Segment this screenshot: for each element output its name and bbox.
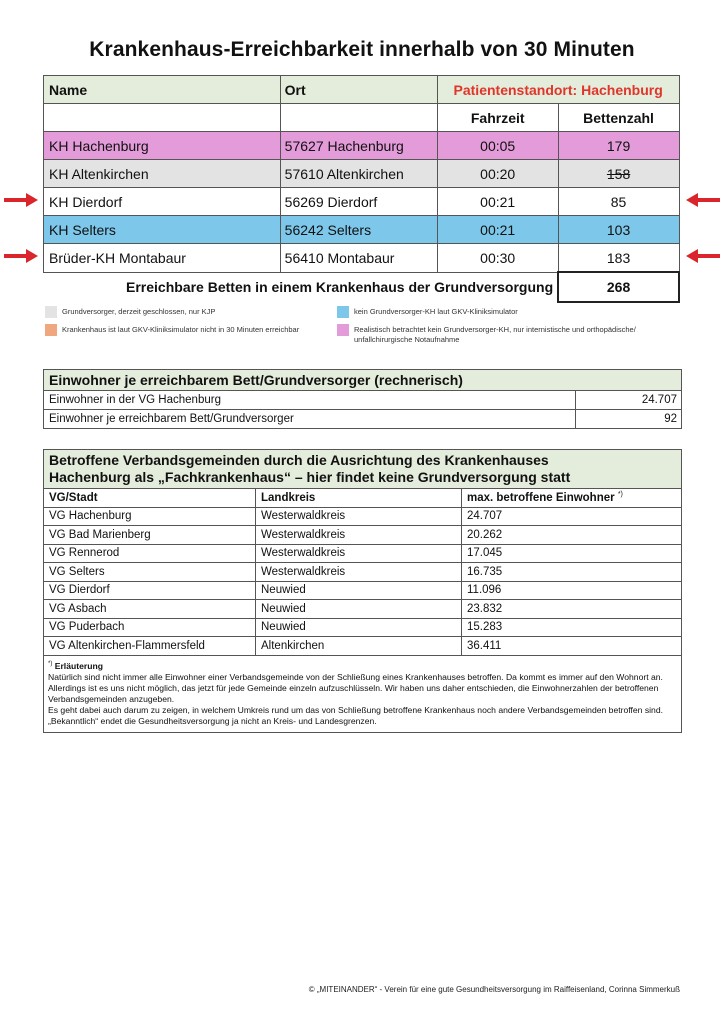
table-row [44, 637, 681, 655]
residents-per-bed-label: Einwohner je erreichbarem Bett/Grundversorger [44, 410, 576, 429]
arrow-left-icon [686, 249, 720, 263]
vg-name: VG Puderbach [44, 618, 256, 637]
note-paragraph-2: Es geht dabei auch darum zu zeigen, in welchem Umkreis rund um das von Schließung betroffene Krankenhaus noch andere Verbandsgemeinden betroffen sind. „Bekanntlich“ endet die Gesundheitsversorgung ja nicht an Kreis- und Landesgrenzen. [48, 705, 663, 727]
table-row [44, 581, 681, 600]
hospital-ort: 56410 Montabaur [280, 244, 437, 273]
residents: 16.735 [462, 563, 682, 582]
legend-blue-text: kein Grundversorger-KH laut GKV-Kliniksimulator [354, 307, 518, 316]
hospital-ort: 57627 Hachenburg [280, 132, 437, 160]
affected-vg-header [44, 450, 681, 489]
residents: 23.832 [462, 600, 682, 619]
legend-swatch-orange [45, 324, 57, 336]
legend-swatch-pink [337, 324, 349, 336]
landkreis: Westerwaldkreis [256, 526, 462, 545]
travel-time: 00:20 [437, 160, 558, 188]
landkreis: Westerwaldkreis [256, 507, 462, 526]
patient-location-header: Patientenstandort: Hachenburg [437, 76, 679, 104]
table-row [44, 244, 680, 273]
vg-name: VG Hachenburg [44, 507, 256, 526]
travel-time: 00:21 [437, 188, 558, 216]
table-row [44, 507, 681, 526]
bed-count: 85 [558, 188, 679, 216]
legend-pink-text: Realistisch betrachtet kein Grundversorger-KH, nur internistische und orthopädische/ unfallchirurgische Notaufnahme [354, 325, 636, 344]
legend-orange-text: Krankenhaus ist laut GKV-Kliniksimulator nicht in 30 Minuten erreichbar [62, 325, 300, 334]
hospital-ort: 57610 Altenkirchen [280, 160, 437, 188]
note-paragraph-1: Natürlich sind nicht immer alle Einwohner einer Verbandsgemeinde von der Schließung eines Krankenhauses betroffen. Da kommt es immer auf den Wohnort an. Allerdings ist es uns nicht möglich, das jetzt für jede Gemeinde einzeln aufzuschlüsseln. Wir haben uns daher entschieden, die Einwohnerzahlen der betroffenen Verbandsgemeinden anzugeben. [48, 671, 663, 704]
hospital-name: KH Hachenburg [44, 132, 281, 160]
affected-vg-box [43, 449, 682, 733]
total-label: Erreichbare Betten in einem Krankenhaus der Grundversorgung [126, 279, 554, 296]
table-row [44, 544, 681, 563]
residents: 36.411 [462, 637, 682, 655]
footnote-mark: *) [617, 491, 623, 499]
landkreis: Westerwaldkreis [256, 563, 462, 582]
residents-per-bed-header: Einwohner je erreichbarem Bett/Grundversorger (rechnerisch) [44, 370, 681, 391]
residents: 11.096 [462, 581, 682, 600]
vg-name: VG Dierdorf [44, 581, 256, 600]
col-vg-header: VG/Stadt [49, 491, 98, 504]
table-row [44, 391, 681, 410]
col-betten-header: Bettenzahl [558, 104, 679, 132]
table-row [44, 526, 681, 545]
hospital-name: KH Selters [44, 216, 281, 244]
table-header-row [44, 76, 680, 104]
table-row [44, 160, 680, 188]
col-einw-header [462, 489, 682, 507]
hospital-table [43, 75, 680, 303]
bed-count-struck: 158 [606, 165, 631, 182]
col-ort-header: Ort [280, 76, 437, 104]
col-kreis-header: Landkreis [256, 489, 462, 507]
footer-copyright: © „MITEINANDER“ - Verein für eine gute Gesundheitsversorgung im Raiffeisenland, Corinna Simmerkuß [308, 985, 680, 994]
table-subheader-row [44, 104, 680, 132]
landkreis: Westerwaldkreis [256, 544, 462, 563]
travel-time: 00:05 [437, 132, 558, 160]
table-row [44, 132, 680, 160]
vg-name: VG Bad Marienberg [44, 526, 256, 545]
bed-count: 179 [558, 132, 679, 160]
note-title: Erläuterung [54, 660, 103, 671]
table-row [44, 410, 681, 429]
residents-per-bed-value: 92 [576, 410, 682, 429]
table-header-row [44, 489, 681, 507]
note-mark: *) [48, 660, 53, 667]
hospital-name: KH Dierdorf [44, 188, 281, 216]
residents-value: 24.707 [576, 391, 682, 410]
residents: 17.045 [462, 544, 682, 563]
bed-count: 103 [558, 216, 679, 244]
hospital-name: Brüder-KH Montabaur [44, 244, 281, 273]
table-row [44, 188, 680, 216]
affected-vg-header-line1: Betroffene Verbandsgemeinden durch die Ausrichtung des Krankenhauses [49, 452, 549, 468]
landkreis: Altenkirchen [256, 637, 462, 655]
explanation-note [44, 655, 681, 732]
total-row [44, 272, 680, 302]
total-value: 268 [558, 272, 679, 302]
table-row [44, 618, 681, 637]
travel-time: 00:30 [437, 244, 558, 273]
affected-vg-table [44, 489, 681, 655]
vg-name: VG Rennerod [44, 544, 256, 563]
col-fahrzeit-header: Fahrzeit [437, 104, 558, 132]
legend-swatch-blue [337, 306, 349, 318]
hospital-ort: 56269 Dierdorf [280, 188, 437, 216]
hospital-name: KH Altenkirchen [44, 160, 281, 188]
landkreis: Neuwied [256, 618, 462, 637]
residents: 24.707 [462, 507, 682, 526]
vg-name: VG Selters [44, 563, 256, 582]
travel-time: 00:21 [437, 216, 558, 244]
arrow-right-icon [4, 249, 38, 263]
residents-per-bed-box [43, 369, 682, 429]
hospital-ort: 56242 Selters [280, 216, 437, 244]
table-row [44, 216, 680, 244]
page-title: Krankenhaus-Erreichbarkeit innerhalb von 30 Minuten [89, 38, 635, 61]
legend-swatch-grey [45, 306, 57, 318]
residents: 15.283 [462, 618, 682, 637]
col-einw-label: max. betroffene Einwohner [467, 492, 615, 505]
residents-per-bed-table [44, 391, 681, 428]
arrow-right-icon [4, 193, 38, 207]
vg-name: VG Asbach [44, 600, 256, 619]
residents: 20.262 [462, 526, 682, 545]
table-row [44, 563, 681, 582]
legend-grey-text: Grundversorger, derzeit geschlossen, nur KJP [62, 307, 216, 316]
residents-label: Einwohner in der VG Hachenburg [49, 394, 221, 406]
bed-count: 183 [558, 244, 679, 273]
landkreis: Neuwied [256, 600, 462, 619]
col-name-header: Name [44, 76, 281, 104]
vg-name: VG Altenkirchen-Flammersfeld [44, 637, 256, 655]
table-row [44, 600, 681, 619]
landkreis: Neuwied [256, 581, 462, 600]
arrow-left-icon [686, 193, 720, 207]
affected-vg-header-line2: Hachenburg als „Fachkrankenhaus“ – hier findet keine Grundversorgung statt [49, 469, 571, 485]
